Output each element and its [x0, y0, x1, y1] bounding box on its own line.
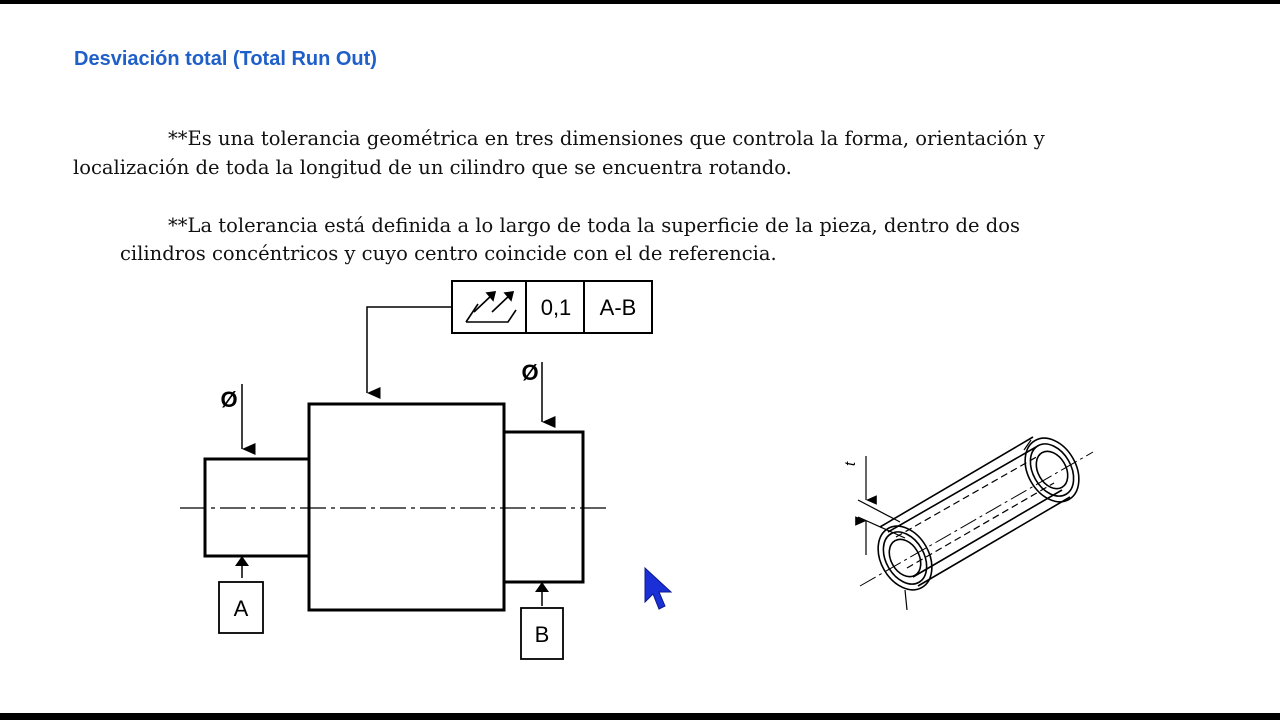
shaft-body	[309, 404, 504, 610]
fcf-datum: A-B	[599, 295, 637, 320]
paragraph-2-line-2: cilindros concéntricos y cuyo centro coincide con el de referencia.	[120, 242, 777, 265]
shaft-right-journal	[504, 432, 583, 582]
datum-a-label: A	[233, 596, 249, 621]
datum-b-feature	[521, 582, 563, 659]
feature-control-frame	[452, 281, 652, 333]
paragraph-1-line-2: localización de toda la longitud de un cilindro que se encuentra rotando.	[73, 156, 792, 179]
diameter-symbol-right: Ø	[521, 360, 539, 385]
slide-title: Desviación total (Total Run Out)	[74, 48, 377, 70]
fcf-leader	[367, 307, 452, 393]
shaft-drawing	[180, 404, 610, 610]
datum-b-label: B	[534, 622, 550, 647]
datum-a-feature	[219, 556, 263, 633]
paragraph-2-line-1: **La tolerancia está definida a lo largo de toda la superficie de la pieza, dentro de dos	[168, 214, 1021, 237]
bottom-border	[0, 713, 1280, 720]
diameter-symbol-left: Ø	[220, 387, 238, 412]
tolerance-label-t: t	[842, 461, 859, 466]
tolerance-zone-figure	[858, 429, 1093, 610]
paragraph-1-line-1: **Es una tolerancia geométrica en tres dimensiones que controla la forma, orientación y	[168, 127, 1045, 150]
fcf-tolerance: 0,1	[540, 295, 572, 320]
mouse-pointer-icon	[645, 568, 671, 609]
